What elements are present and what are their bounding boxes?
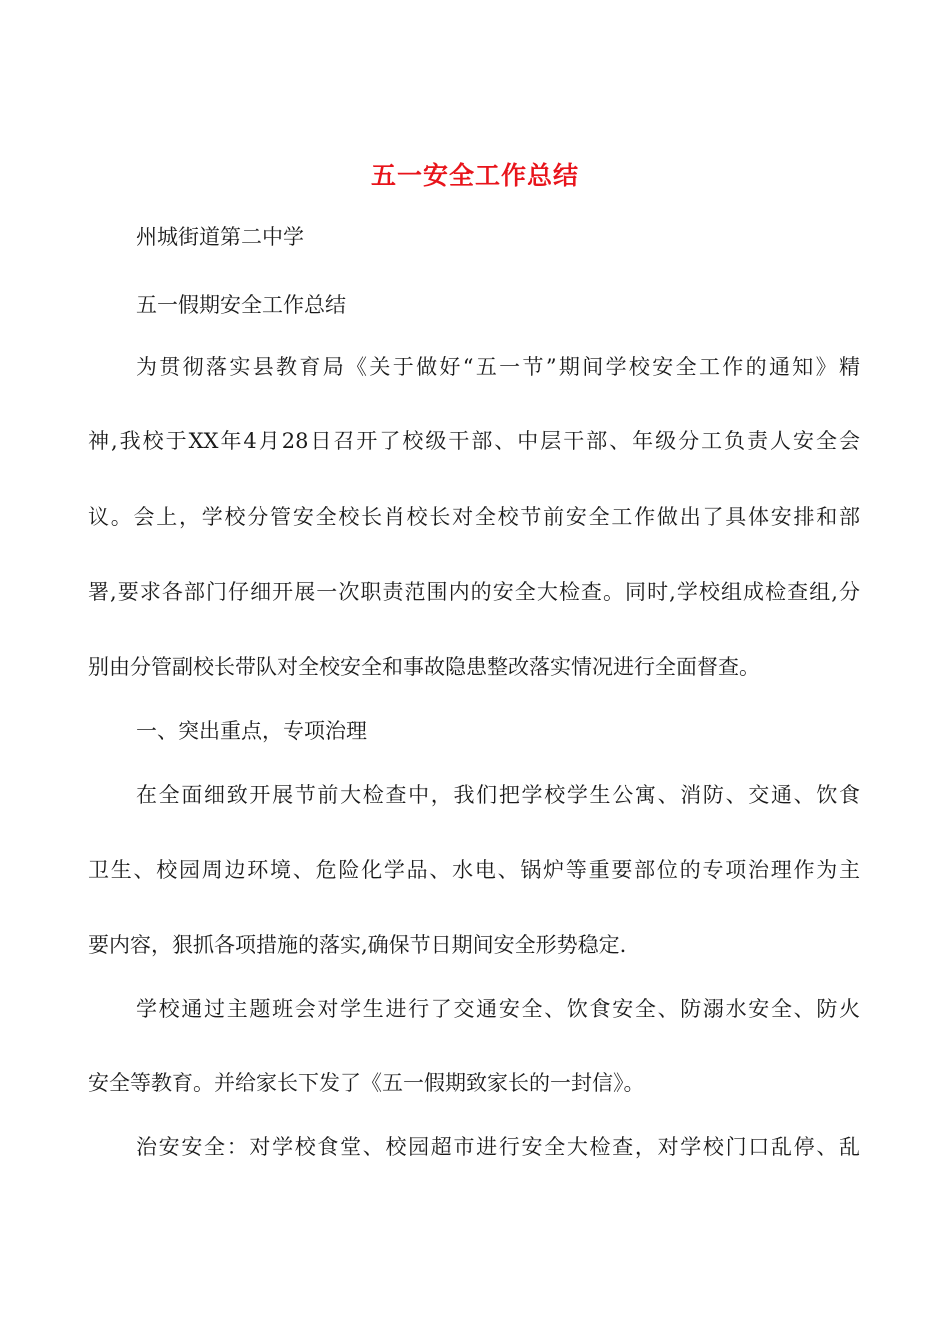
paragraph-line: 议。会上，学校分管安全校长肖校长对全校节前安全工作做出了具体安排和部 (88, 505, 860, 529)
paragraph-line: 要内容，狠抓各项措施的落实,确保节日期间安全形势稳定. (88, 933, 627, 957)
paragraph-line: 治安安全：对学校食堂、校园超市进行安全大检查，对学校门口乱停、乱 (136, 1135, 860, 1159)
section-heading: 一、突出重点，专项治理 (136, 719, 367, 743)
paragraph-line: 学校通过主题班会对学生进行了交通安全、饮食安全、防溺水安全、防火 (136, 997, 860, 1021)
subtitle-line: 五一假期安全工作总结 (136, 293, 346, 317)
paragraph-line: 神,我校于XX年4月28日召开了校级干部、中层干部、年级分工负责人安全会 (88, 429, 860, 453)
paragraph-line: 卫生、校园周边环境、危险化学品、水电、锅炉等重要部位的专项治理作为主 (88, 858, 860, 882)
paragraph-line: 为贯彻落实县教育局《关于做好“五一节”期间学校安全工作的通知》精 (136, 355, 860, 379)
document-title: 五一安全工作总结 (370, 161, 579, 190)
school-name-line: 州城街道第二中学 (136, 225, 304, 249)
paragraph-line: 署,要求各部门仔细开展一次职责范围内的安全大检查。同时,学校组成检查组,分 (88, 580, 860, 604)
paragraph-line: 安全等教育。并给家长下发了《五一假期致家长的一封信》。 (88, 1071, 645, 1095)
paragraph-line: 别由分管副校长带队对全校安全和事故隐患整改落实情况进行全面督查。 (88, 655, 760, 679)
paragraph-line: 在全面细致开展节前大检查中，我们把学校学生公寓、消防、交通、饮食 (136, 783, 860, 807)
